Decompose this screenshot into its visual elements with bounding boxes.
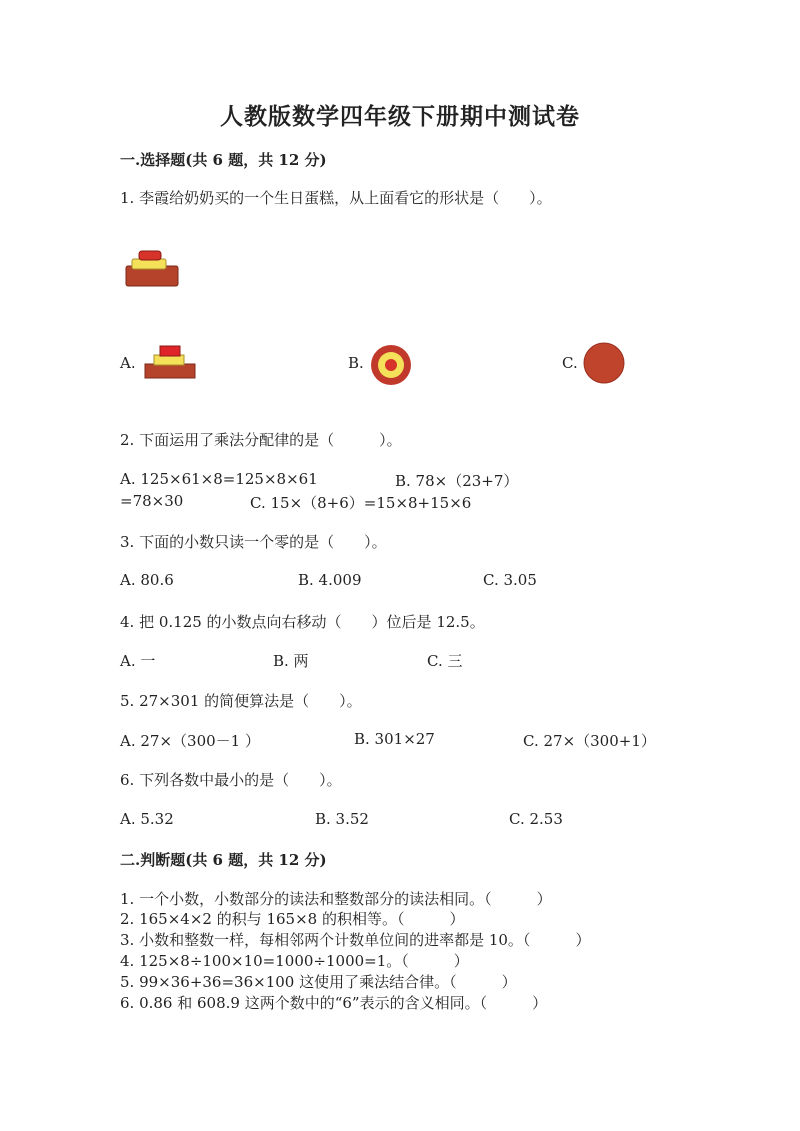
- section-heading-judgement: 二.判断题(共 6 题，共 12 分): [120, 851, 327, 869]
- option-1a-image[interactable]: [144, 344, 198, 380]
- option-5a[interactable]: A. 27×（300－1 ）: [120, 732, 260, 750]
- option-1b-image[interactable]: [369, 343, 413, 387]
- option-1c[interactable]: C.: [562, 354, 578, 372]
- option-2a[interactable]: A. 125×61×8=125×8×61: [120, 470, 318, 488]
- option-3b[interactable]: B. 4.009: [298, 571, 362, 589]
- question-3: 3. 下面的小数只读一个零的是（ ）。: [120, 533, 387, 551]
- option-4b[interactable]: B. 两: [273, 652, 309, 670]
- option-2c[interactable]: C. 15×（8+6）=15×8+15×6: [250, 494, 472, 512]
- cake-side-view-image: [124, 248, 184, 290]
- option-4a[interactable]: A. 一: [120, 652, 156, 670]
- option-1c-image[interactable]: [582, 341, 626, 385]
- question-4: 4. 把 0.125 的小数点向右移动（ ）位后是 12.5。: [120, 613, 485, 631]
- option-1b[interactable]: B.: [348, 354, 364, 372]
- question-6: 6. 下列各数中最小的是（ ）。: [120, 771, 342, 789]
- question-1: 1. 李霞给奶奶买的一个生日蛋糕，从上面看它的形状是（ ）。: [120, 189, 552, 207]
- question-5: 5. 27×301 的简便算法是（ ）。: [120, 692, 362, 710]
- option-6b[interactable]: B. 3.52: [315, 810, 369, 828]
- judgement-item-1: 1. 一个小数，小数部分的读法和整数部分的读法相同。（ ）: [120, 890, 552, 908]
- option-3c[interactable]: C. 3.05: [483, 571, 537, 589]
- option-1a[interactable]: A.: [120, 354, 136, 372]
- judgement-item-2: 2. 165×4×2 的积与 165×8 的积相等。（ ）: [120, 910, 465, 928]
- page-title: 人教版数学四年级下册期中测试卷: [220, 103, 580, 130]
- option-2b-continued: =78×30: [120, 492, 184, 510]
- judgement-item-6: 6. 0.86 和 608.9 这两个数中的“6”表示的含义相同。（ ）: [120, 994, 548, 1012]
- option-6a[interactable]: A. 5.32: [120, 810, 174, 828]
- question-2: 2. 下面运用了乘法分配律的是（ ）。: [120, 431, 402, 449]
- option-5c[interactable]: C. 27×（300+1）: [523, 732, 656, 750]
- judgement-item-3: 3. 小数和整数一样，每相邻两个计数单位间的进率都是 10。（ ）: [120, 931, 591, 949]
- option-2b[interactable]: B. 78×（23+7）: [395, 472, 519, 490]
- judgement-item-4: 4. 125×8÷100×10=1000÷1000=1。（ ）: [120, 952, 469, 970]
- option-4c[interactable]: C. 三: [427, 652, 463, 670]
- option-5b[interactable]: B. 301×27: [354, 730, 435, 748]
- option-6c[interactable]: C. 2.53: [509, 810, 563, 828]
- option-3a[interactable]: A. 80.6: [120, 571, 174, 589]
- judgement-item-5: 5. 99×36+36=36×100 这使用了乘法结合律。（ ）: [120, 973, 517, 991]
- section-heading-choice: 一.选择题(共 6 题，共 12 分): [120, 151, 327, 169]
